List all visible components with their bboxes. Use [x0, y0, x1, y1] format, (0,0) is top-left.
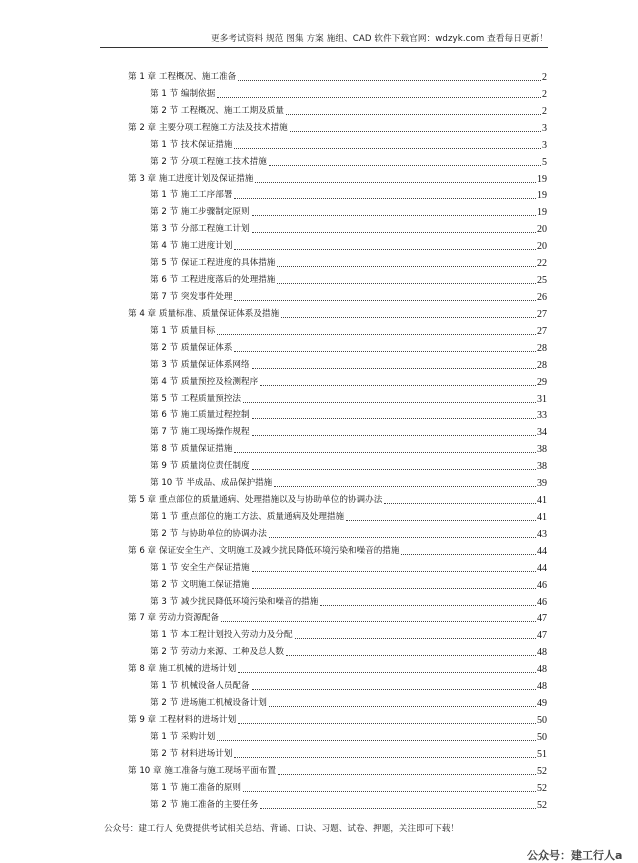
toc-chapter-entry[interactable] [128, 492, 547, 506]
toc-entry-title: 第 10 节 半成品、成品保护措施 [150, 478, 273, 489]
toc-entry-page: 41 [537, 511, 547, 523]
toc-dot-leader [278, 774, 536, 775]
toc-entry-title: 第 2 节 施工准备的主要任务 [150, 799, 259, 810]
toc-entry-title: 第 1 节 施工准备的原则 [150, 782, 242, 793]
toc-entry-title: 第 5 节 保证工程进度的具体措施 [150, 258, 276, 269]
toc-section-entry[interactable] [150, 441, 547, 455]
toc-entry-title: 第 2 节 与协助单位的协调办法 [150, 528, 267, 539]
toc-entry-page: 44 [537, 562, 547, 574]
toc-dot-leader [221, 621, 536, 622]
toc-entry-title: 第 7 节 突发事件处理 [150, 292, 233, 302]
toc-dot-leader [286, 655, 536, 656]
toc-chapter-entry[interactable] [128, 661, 547, 675]
toc-dot-leader [217, 740, 536, 741]
toc-section-entry[interactable] [150, 272, 547, 286]
toc-entry-title: 第 1 节 质量目标 [150, 325, 216, 336]
toc-section-entry[interactable] [150, 594, 547, 608]
toc-entry-title: 第 1 节 施工工序部署 [150, 190, 233, 201]
toc-section-entry[interactable] [150, 746, 547, 760]
toc-entry-page: 22 [537, 258, 547, 270]
toc-entry-page: 27 [537, 325, 547, 337]
toc-section-entry[interactable] [150, 86, 547, 100]
toc-entry-page: 48 [537, 681, 547, 693]
toc-entry-title: 第 2 节 文明施工保证措施 [150, 579, 250, 590]
toc-entry-title: 第 6 节 施工质量过程控制 [150, 410, 250, 421]
toc-section-entry[interactable] [150, 103, 547, 117]
toc-chapter-entry[interactable] [128, 610, 547, 624]
toc-section-entry[interactable] [150, 323, 547, 337]
toc-dot-leader [252, 469, 536, 470]
toc-entry-page: 38 [537, 444, 547, 456]
toc-chapter-entry[interactable] [128, 69, 547, 83]
toc-entry-title: 第 1 章 工程概况、施工准备 [128, 72, 237, 82]
toc-entry-page: 50 [537, 731, 547, 743]
toc-entry-page: 48 [537, 664, 547, 676]
toc-dot-leader [252, 571, 536, 572]
toc-entry-title: 第 8 节 质量保证措施 [150, 444, 233, 455]
toc-section-entry[interactable] [150, 729, 547, 743]
toc-dot-leader [269, 165, 541, 166]
toc-dot-leader [238, 723, 536, 724]
toc-dot-leader [269, 706, 536, 707]
toc-entry-title: 第 2 节 进场施工机械设备计划 [150, 698, 267, 708]
toc-entry-page: 20 [537, 241, 547, 253]
toc-entry-title: 第 1 节 采购计划 [150, 731, 216, 742]
toc-section-entry[interactable] [150, 154, 547, 168]
toc-entry-page: 47 [537, 630, 547, 642]
toc-dot-leader [252, 689, 536, 690]
toc-dot-leader [269, 537, 536, 538]
toc-entry-page: 3 [542, 122, 547, 134]
toc-chapter-entry[interactable] [128, 763, 547, 777]
toc-section-entry[interactable] [150, 797, 547, 811]
toc-entry-title: 第 1 节 本工程计划投入劳动力及分配 [150, 630, 293, 641]
toc-dot-leader [274, 486, 536, 487]
toc-section-entry[interactable] [150, 340, 547, 354]
toc-entry-title: 第 2 节 分项工程施工技术措施 [150, 156, 267, 167]
toc-dot-leader [252, 435, 536, 436]
toc-section-entry[interactable] [150, 509, 547, 523]
toc-chapter-entry[interactable] [128, 712, 547, 726]
toc-section-entry[interactable] [150, 289, 547, 303]
toc-entry-title: 第 7 章 劳动力资源配备 [128, 613, 220, 624]
toc-entry-page: 19 [537, 173, 547, 185]
toc-entry-page: 2 [542, 88, 547, 100]
toc-dot-leader [252, 418, 536, 419]
toc-entry-page: 46 [537, 596, 547, 608]
toc-dot-leader [234, 351, 536, 352]
toc-section-entry[interactable] [150, 204, 547, 218]
toc-dot-leader [252, 215, 536, 216]
toc-entry-page: 50 [537, 715, 547, 726]
toc-dot-leader [234, 757, 536, 758]
toc-entry-page: 5 [542, 156, 547, 168]
toc-dot-leader [255, 182, 536, 183]
toc-dot-leader [234, 452, 536, 453]
toc-section-entry[interactable] [150, 374, 547, 388]
toc-dot-leader [252, 232, 536, 233]
toc-section-entry[interactable] [150, 357, 547, 371]
toc-section-entry[interactable] [150, 407, 547, 421]
toc-entry-title: 第 2 节 施工步骤制定原则 [150, 207, 250, 218]
toc-entry-page: 52 [537, 765, 547, 777]
toc-entry-title: 第 2 节 劳动力来源、工种及总人数 [150, 647, 284, 658]
toc-dot-leader [346, 520, 536, 521]
toc-section-entry[interactable] [150, 221, 547, 235]
toc-dot-leader [243, 402, 536, 403]
toc-entry-page: 20 [537, 224, 547, 236]
toc-entry-page: 28 [537, 359, 547, 371]
toc-entry-title: 第 2 节 质量保证体系 [150, 342, 233, 353]
footer-text: 公众号：建工行人 免费提供考试相关总结、背诵、口诀、习题、试卷、押题，关注即可下载！ [104, 824, 460, 834]
toc-entry-page: 43 [537, 528, 547, 540]
toc-dot-leader [217, 334, 536, 335]
toc-dot-leader [234, 148, 541, 149]
toc-dot-leader [238, 80, 541, 81]
toc-dot-leader [401, 554, 536, 555]
toc-entry-page: 41 [537, 495, 547, 506]
toc-entry-page: 39 [537, 478, 547, 490]
toc-dot-leader [384, 503, 536, 504]
toc-entry-title: 第 7 节 施工现场操作规程 [150, 427, 250, 438]
toc-dot-leader [238, 672, 536, 673]
toc-dot-leader [243, 791, 536, 792]
toc-entry-page: 19 [537, 190, 547, 202]
toc-entry-page: 52 [537, 782, 547, 794]
toc-entry-title: 第 1 节 重点部位的施工方法、质量通病及处理措施 [150, 511, 345, 522]
toc-dot-leader [290, 131, 541, 132]
toc-dot-leader [217, 97, 541, 98]
toc-dot-leader [277, 266, 536, 267]
toc-dot-leader [277, 283, 536, 284]
toc-entry-page: 46 [537, 579, 547, 591]
toc-entry-page: 44 [537, 545, 547, 557]
toc-entry-title: 第 5 章 重点部位的质量通病、处理措施以及与协助单位的协调办法 [128, 495, 383, 505]
toc-entry-title: 第 1 节 安全生产保证措施 [150, 562, 250, 573]
toc-dot-leader [281, 317, 536, 318]
toc-section-entry[interactable] [150, 458, 547, 472]
toc-section-entry[interactable] [150, 391, 547, 405]
toc-dot-leader [286, 114, 541, 115]
toc-entry-page: 34 [537, 427, 547, 439]
watermark-text: 公众号：建工行人a [527, 849, 623, 862]
toc-entry-title: 第 1 节 机械设备人员配备 [150, 681, 250, 692]
toc-dot-leader [252, 588, 536, 589]
toc-section-entry[interactable] [150, 526, 547, 540]
toc-entry-page: 2 [542, 105, 547, 117]
toc-entry-page: 38 [537, 461, 547, 473]
toc-dot-leader [234, 198, 536, 199]
toc-section-entry[interactable] [150, 780, 547, 794]
toc-section-entry[interactable] [150, 187, 547, 201]
toc-entry-title: 第 2 节 工程概况、施工工期及质量 [150, 105, 284, 116]
toc-entry-title: 第 8 章 施工机械的进场计划 [128, 664, 237, 675]
toc-entry-page: 3 [542, 139, 547, 151]
toc-entry-title: 第 1 节 编制依据 [150, 88, 216, 99]
toc-section-entry[interactable] [150, 255, 547, 269]
toc-dot-leader [260, 385, 536, 386]
toc-chapter-entry[interactable] [128, 171, 547, 185]
toc-dot-leader [234, 249, 536, 250]
toc-entry-page: 52 [537, 799, 547, 811]
toc-entry-title: 第 3 节 减少扰民降低环境污染和噪音的措施 [150, 596, 319, 607]
toc-entry-title: 第 3 章 施工进度计划及保证措施 [128, 173, 254, 184]
toc-entry-title: 第 10 章 施工准备与施工现场平面布置 [128, 765, 277, 776]
toc-section-entry[interactable] [150, 695, 547, 709]
toc-dot-leader [260, 808, 536, 809]
toc-section-entry[interactable] [150, 577, 547, 591]
toc-entry-page: 31 [537, 393, 547, 405]
toc-entry-page: 28 [537, 342, 547, 354]
toc-entry-title: 第 4 节 质量预控及检测程序 [150, 376, 259, 387]
toc-section-entry[interactable] [150, 644, 547, 658]
toc-entry-page: 25 [537, 275, 547, 286]
toc-entry-page: 51 [537, 748, 547, 760]
toc-section-entry[interactable] [150, 424, 547, 438]
toc-entry-page: 19 [537, 207, 547, 219]
toc-entry-title: 第 6 章 保证安全生产、文明施工及减少扰民降低环境污染和噪音的措施 [128, 545, 400, 556]
toc-section-entry[interactable] [150, 238, 547, 252]
toc-entry-page: 33 [537, 410, 547, 422]
toc-chapter-entry[interactable] [128, 120, 547, 134]
toc-entry-page: 26 [537, 292, 547, 303]
toc-entry-title: 第 5 节 工程质量预控法 [150, 393, 242, 404]
toc-section-entry[interactable] [150, 678, 547, 692]
toc-section-entry[interactable] [150, 137, 547, 151]
toc-entry-page: 47 [537, 613, 547, 625]
toc-entry-title: 第 3 节 分部工程施工计划 [150, 224, 250, 235]
toc-entry-title: 第 9 节 质量岗位责任制度 [150, 461, 250, 472]
toc-entry-page: 48 [537, 647, 547, 659]
toc-entry-title: 第 2 节 材料进场计划 [150, 748, 233, 759]
toc-dot-leader [295, 638, 536, 639]
toc-dot-leader [252, 368, 536, 369]
toc-entry-page: 29 [537, 376, 547, 388]
header-text: 更多考试资料 规范 图集 方案 施组、CAD 软件下载官网：wdzyk.com 查看每日更新！ [211, 34, 548, 44]
toc-entry-title: 第 6 节 工程进度落后的处理措施 [150, 275, 276, 285]
toc-entry-title: 第 1 节 技术保证措施 [150, 139, 233, 150]
toc-chapter-entry[interactable] [128, 306, 547, 320]
toc-section-entry[interactable] [150, 560, 547, 574]
toc-entry-title: 第 4 章 质量标准、质量保证体系及措施 [128, 308, 280, 319]
toc-entry-title: 第 4 节 施工进度计划 [150, 241, 233, 252]
toc-entry-title: 第 9 章 工程材料的进场计划 [128, 715, 237, 725]
toc-section-entry[interactable] [150, 627, 547, 641]
toc-entry-title: 第 3 节 质量保证体系网络 [150, 359, 250, 370]
toc-entry-page: 2 [542, 72, 547, 83]
toc-dot-leader [320, 605, 536, 606]
toc-entry-page: 27 [537, 308, 547, 320]
toc-entry-title: 第 2 章 主要分项工程施工方法及技术措施 [128, 122, 288, 133]
toc-dot-leader [234, 300, 536, 301]
toc-section-entry[interactable] [150, 475, 547, 489]
toc-chapter-entry[interactable] [128, 543, 547, 557]
toc-entry-page: 49 [537, 698, 547, 709]
